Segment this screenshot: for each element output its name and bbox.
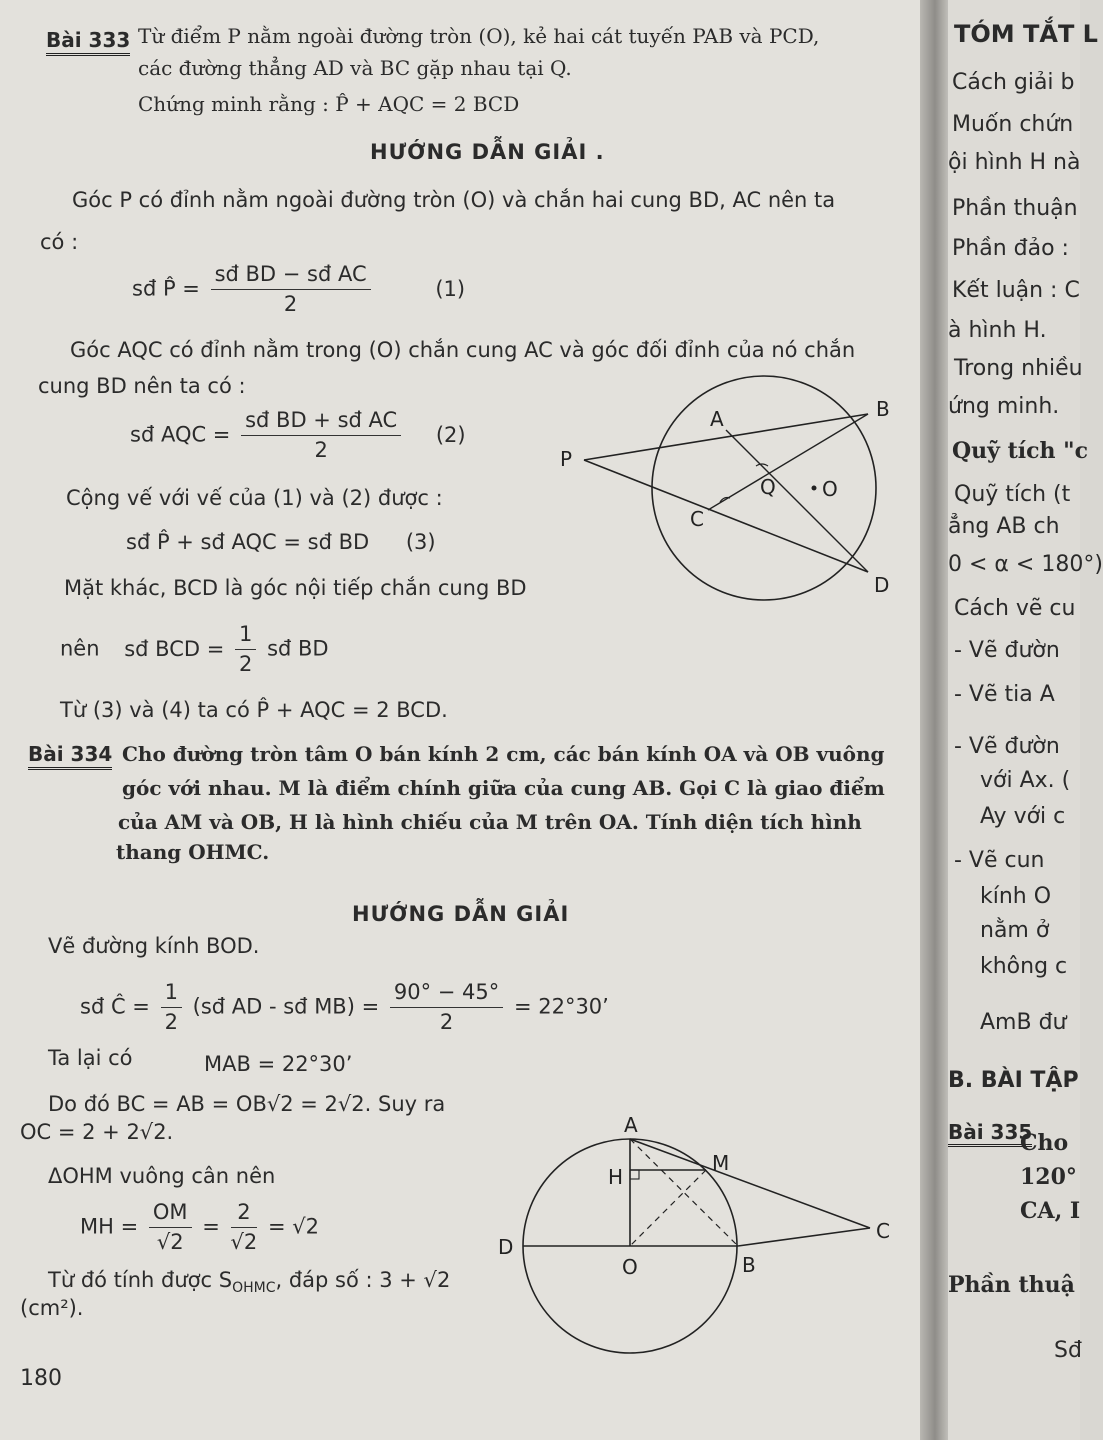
eq334-5-lhs: MH = xyxy=(80,1214,139,1239)
solution-333-p1b: có : xyxy=(40,230,79,254)
eq1-numerator: sđ BD − sđ AC xyxy=(211,262,371,290)
eq334-1-den: 2 xyxy=(439,1010,454,1035)
problem-334-line2: góc với nhau. M là điểm chính giữa của cung AB. Gọi C là giao điểm xyxy=(122,776,885,800)
solution-333-p4: Mặt khác, BCD là góc nội tiếp chắn cung BD xyxy=(64,576,527,600)
s6-subscript: OHMC xyxy=(232,1280,276,1297)
right-line: Quỹ tích "c xyxy=(952,438,1089,464)
eq334-1-half-den: 2 xyxy=(164,1010,178,1035)
eq334-1-lhs: sđ Ĉ = xyxy=(80,994,150,1019)
eq1-tag: (1) xyxy=(435,276,466,301)
solution-333-p2b: cung BD nên ta có : xyxy=(38,374,246,398)
eq2-denominator: 2 xyxy=(314,438,328,463)
exercise-label-334: Bài 334 xyxy=(28,742,112,770)
right-line: ứng minh. xyxy=(948,394,1060,419)
problem-334-line1: Cho đường tròn tâm O bán kính 2 cm, các bán kính OA và OB vuông xyxy=(122,742,885,766)
right-line: ẳng AB ch xyxy=(948,514,1060,539)
eq1-fraction xyxy=(211,262,371,317)
eq334-5-num2: 2 xyxy=(231,1200,258,1228)
eq334-1-fraction xyxy=(390,980,503,1035)
solution-334-s4: ΔOHM vuông cân nên xyxy=(48,1164,276,1188)
solution-heading-334: HƯỚNG DẪN GIẢI xyxy=(352,902,570,926)
equation-333-3 xyxy=(126,530,436,555)
equation-334-5 xyxy=(80,1200,319,1255)
line-bc xyxy=(708,414,868,510)
equation-333-2 xyxy=(130,408,466,463)
solution-334-s2-prefix: Ta lại có xyxy=(48,1046,133,1070)
eq4-numerator: 1 xyxy=(235,622,256,650)
right-line: - Vẽ đườn xyxy=(954,638,1060,663)
label-d: D xyxy=(498,1235,514,1259)
eq1-denominator: 2 xyxy=(283,292,298,317)
eq3-tag: (3) xyxy=(405,530,436,554)
right-line: Quỹ tích (t xyxy=(954,482,1071,507)
right-line: - Vẽ đườn xyxy=(954,734,1060,759)
eq4-rhs: sđ BD xyxy=(267,636,329,661)
label-o: O xyxy=(622,1255,638,1279)
right-line: Muốn chứn xyxy=(952,112,1074,137)
eq334-5-den2: √2 xyxy=(230,1230,258,1255)
right-line: ội hình H nà xyxy=(948,150,1081,175)
solution-334-s6 xyxy=(48,1268,450,1297)
label-a: A xyxy=(624,1113,638,1137)
equation-334-1 xyxy=(80,980,609,1035)
label-h: H xyxy=(608,1165,624,1189)
label-d: D xyxy=(874,573,890,597)
eq334-1-mid: (sđ AD - sđ MB) = xyxy=(192,994,380,1019)
right-line: 120° xyxy=(1020,1164,1077,1190)
right-line: Ay với c xyxy=(980,804,1066,829)
eq4-prefix: nên xyxy=(60,636,100,661)
label-q: Q xyxy=(760,475,776,499)
line-amc xyxy=(630,1139,870,1228)
right-line: - Vẽ cun xyxy=(954,848,1045,873)
right-line: Cách giải b xyxy=(952,70,1075,95)
right-line: à hình H. xyxy=(948,318,1047,343)
book-gutter xyxy=(920,0,950,1440)
right-angle-h xyxy=(630,1170,639,1179)
right-line: AmB đư xyxy=(980,1010,1067,1035)
right-line: không c xyxy=(980,954,1068,979)
eq2-lhs: sđ AQC = xyxy=(130,422,231,447)
eq3-body: sđ P̂ + sđ AQC = sđ BD xyxy=(126,530,370,554)
label-b: B xyxy=(742,1253,756,1277)
solution-334-s3b: OC = 2 + 2√2. xyxy=(20,1120,174,1144)
right-line: Phần đảo : xyxy=(952,236,1069,261)
label-c: C xyxy=(690,507,704,531)
eq334-1-rhs: = 22°30’ xyxy=(513,994,609,1019)
right-line: với Ax. ( xyxy=(980,768,1071,793)
problem-333-line2: các đường thẳng AD và BC gặp nhau tại Q. xyxy=(138,56,572,80)
right-page-fragment xyxy=(948,0,1103,1440)
right-line: 0 < α < 180°) xyxy=(948,552,1103,577)
eq2-numerator: sđ BD + sđ AC xyxy=(241,408,401,436)
problem-334-line3: của AM và OB, H là hình chiếu của M trên OA. Tính diện tích hình xyxy=(118,810,862,834)
label-a: A xyxy=(710,407,724,431)
equation-333-1 xyxy=(132,262,465,317)
equation-333-4 xyxy=(60,622,329,677)
label-b: B xyxy=(876,397,890,421)
label-p: P xyxy=(560,447,573,471)
problem-334-line4: thang OHMC. xyxy=(116,840,270,864)
eq334-1-num: 90° − 45° xyxy=(390,980,503,1008)
right-line: Phần thuậ xyxy=(948,1272,1075,1298)
eq2-fraction xyxy=(241,408,401,463)
right-line: - Vẽ tia A xyxy=(954,682,1055,707)
solution-333-p5: Từ (3) và (4) ta có P̂ + AQC = 2 BCD. xyxy=(60,698,448,722)
eq4-lhs: sđ BCD = xyxy=(124,636,225,661)
right-line: Kết luận : C xyxy=(952,278,1080,303)
right-line: kính O xyxy=(980,884,1052,909)
eq334-5-den1: √2 xyxy=(156,1230,184,1255)
solution-334-s2-eq: MAB = 22°30’ xyxy=(204,1052,353,1076)
eq334-5-frac2 xyxy=(231,1200,258,1255)
right-line: B. BÀI TẬP xyxy=(948,1068,1079,1093)
eq4-fraction xyxy=(235,622,256,677)
eq2-tag: (2) xyxy=(435,422,466,447)
eq334-5-num1: OM xyxy=(149,1200,192,1228)
solution-333-p1a: Góc P có đỉnh nằm ngoài đường tròn (O) và chắn hai cung BD, AC nên ta xyxy=(72,188,836,212)
figure-334-circle-trapezoid xyxy=(490,1106,910,1406)
exercise-label-333: Bài 333 xyxy=(46,28,130,56)
right-line: CA, I xyxy=(1020,1198,1081,1224)
s6-answer: , đáp số : 3 + √2 xyxy=(275,1268,451,1292)
solution-333-p2a: Góc AQC có đỉnh nằm trong (O) chắn cung AC và góc đối đỉnh của nó chắn xyxy=(70,338,856,362)
right-line: Cách vẽ cu xyxy=(954,596,1076,621)
label-m: M xyxy=(712,1151,730,1175)
eq334-1-half xyxy=(161,980,182,1035)
problem-333-line1: Từ điểm P nằm ngoài đường tròn (O), kẻ hai cát tuyến PAB và PCD, xyxy=(138,24,820,48)
right-line: Bài 335 xyxy=(948,1120,1032,1147)
eq334-5-frac1 xyxy=(149,1200,192,1255)
solution-333-p3: Cộng vế với vế của (1) và (2) được : xyxy=(66,486,443,510)
eq1-lhs: sđ P̂ = xyxy=(132,276,200,301)
right-line: Cho xyxy=(1020,1130,1069,1156)
eq4-denominator: 2 xyxy=(239,652,253,677)
secant-pab xyxy=(584,414,868,460)
problem-333-prove: Chứng minh rằng : P̂ + AQC = 2 BCD xyxy=(138,92,520,116)
figure-333-circle-secants xyxy=(550,386,920,602)
eq334-5-equals: = xyxy=(202,1214,220,1239)
label-o: O xyxy=(822,477,838,501)
solution-334-s3a: Do đó BC = AB = OB√2 = 2√2. Suy ra xyxy=(48,1092,446,1116)
solution-334-s1: Vẽ đường kính BOD. xyxy=(48,934,260,958)
right-line: nằm ở xyxy=(980,918,1050,943)
right-line: Phần thuận xyxy=(952,196,1078,221)
segment-om-dashed xyxy=(630,1170,706,1246)
page-number: 180 xyxy=(20,1366,62,1391)
right-line: TÓM TẮT L xyxy=(954,20,1098,48)
right-line: Trong nhiều xyxy=(954,356,1083,381)
solution-334-s6c: (cm²). xyxy=(20,1296,84,1320)
label-c: C xyxy=(876,1219,890,1243)
right-line: Sđ xyxy=(1054,1338,1082,1363)
center-dot-o xyxy=(812,486,817,491)
segment-bc xyxy=(738,1228,870,1246)
s6-text: Từ đó tính được S xyxy=(48,1268,233,1292)
eq334-1-half-num: 1 xyxy=(161,980,182,1008)
solution-heading-333: HƯỚNG DẪN GIẢI . xyxy=(370,140,605,164)
line-ad xyxy=(726,430,868,572)
eq334-5-rhs: = √2 xyxy=(267,1214,319,1239)
